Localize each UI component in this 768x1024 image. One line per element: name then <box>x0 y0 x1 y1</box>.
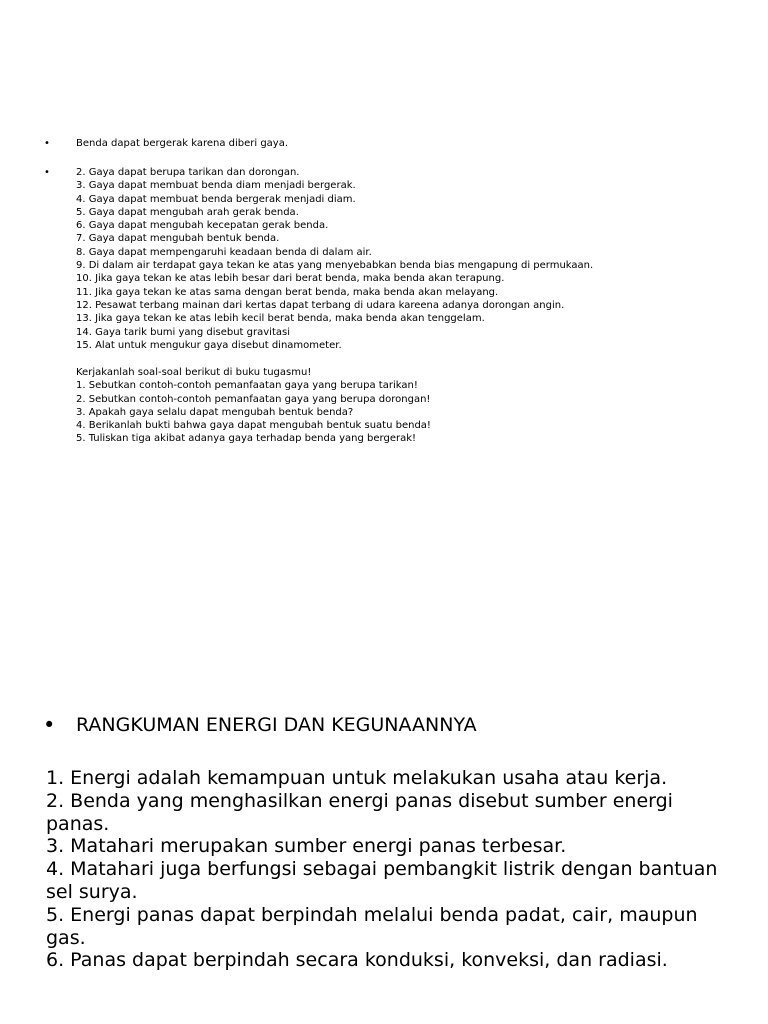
list-item: 2. Benda yang menghasilkan energi panas disebut sumber energi panas. <box>46 789 673 835</box>
bullet-icon: • <box>43 713 56 737</box>
list-item: 13. Jika gaya tekan ke atas lebih kecil berat benda, maka benda akan tenggelam. <box>76 313 485 325</box>
list-item: 1. Energi adalah kemampuan untuk melakukan usaha atau kerja. <box>46 767 668 789</box>
list-item: 5. Gaya dapat mengubah arah gerak benda. <box>76 206 299 218</box>
exercise-item: 5. Tuliskan tiga akibat adanya gaya terhadap benda yang bergerak! <box>76 433 417 445</box>
exercise-item: 3. Apakah gaya selalu dapat mengubah bentuk benda? <box>76 406 354 418</box>
bullet-icon: • <box>44 167 50 178</box>
list-item: 12. Pesawat terbang mainan dari kertas dapat terbang di udara kareena adanya dorongan angin. <box>76 299 565 311</box>
list-item: 3. Matahari merupakan sumber energi panas terbesar. <box>46 835 567 858</box>
list-item: 15. Alat untuk mengukur gaya disebut dinamometer. <box>76 339 342 351</box>
list-item: 14. Gaya tarik bumi yang disebut gravitasi <box>76 326 290 338</box>
exercise-item: 2. Sebutkan contoh-contoh pemanfaatan gaya yang berupa dorongan! <box>76 393 431 405</box>
exercise-block <box>76 366 756 446</box>
energi-summary-list <box>46 767 736 972</box>
exercise-intro: Kerjakanlah soal-soal berikut di buku tugasmu! <box>76 367 312 378</box>
list-item: 7. Gaya dapat mengubah bentuk benda. <box>76 233 280 245</box>
list-item: 2. Gaya dapat berupa tarikan dan dorongan. <box>76 167 300 178</box>
list-item: 6. Panas dapat berpindah secara konduksi, konveksi, dan radiasi. <box>46 949 668 972</box>
list-item: 9. Di dalam air terdapat gaya tekan ke atas yang menyebabkan benda bias mengapung di permukaan. <box>76 260 594 272</box>
list-item: 6. Gaya dapat mengubah kecepatan gerak benda. <box>76 220 329 232</box>
bullet-text: Benda dapat bergerak karena diberi gaya. <box>76 138 289 149</box>
bullet-item-benda-bergerak <box>0 137 768 151</box>
list-item: 8. Gaya dapat mempengaruhi keadaan benda di dalam air. <box>76 246 372 258</box>
gaya-facts-list <box>76 166 756 352</box>
slide-gaya <box>0 0 768 500</box>
list-item: 11. Jika gaya tekan ke atas sama dengan berat benda, maka benda akan melayang. <box>76 286 499 298</box>
list-item: 5. Energi panas dapat berpindah melalui benda padat, cair, maupun gas. <box>46 903 698 949</box>
list-item: 4. Matahari juga berfungsi sebagai pembangkit listrik dengan bantuan sel surya. <box>46 858 718 903</box>
energi-heading-row <box>0 711 768 739</box>
list-item: 3. Gaya dapat membuat benda diam menjadi bergerak. <box>76 180 356 192</box>
list-item: 10. Jika gaya tekan ke atas lebih besar dari berat benda, maka benda akan terapung. <box>76 273 505 285</box>
bullet-icon: • <box>44 138 50 149</box>
energi-heading: RANGKUMAN ENERGI DAN KEGUNAANNYA <box>76 714 477 736</box>
exercise-item: 4. Berikanlah bukti bahwa gaya dapat mengubah bentuk suatu benda! <box>76 420 431 432</box>
exercise-item: 1. Sebutkan contoh-contoh pemanfaatan gaya yang berupa tarikan! <box>76 380 418 392</box>
list-item: 4. Gaya dapat membuat benda bergerak menjadi diam. <box>76 193 356 205</box>
